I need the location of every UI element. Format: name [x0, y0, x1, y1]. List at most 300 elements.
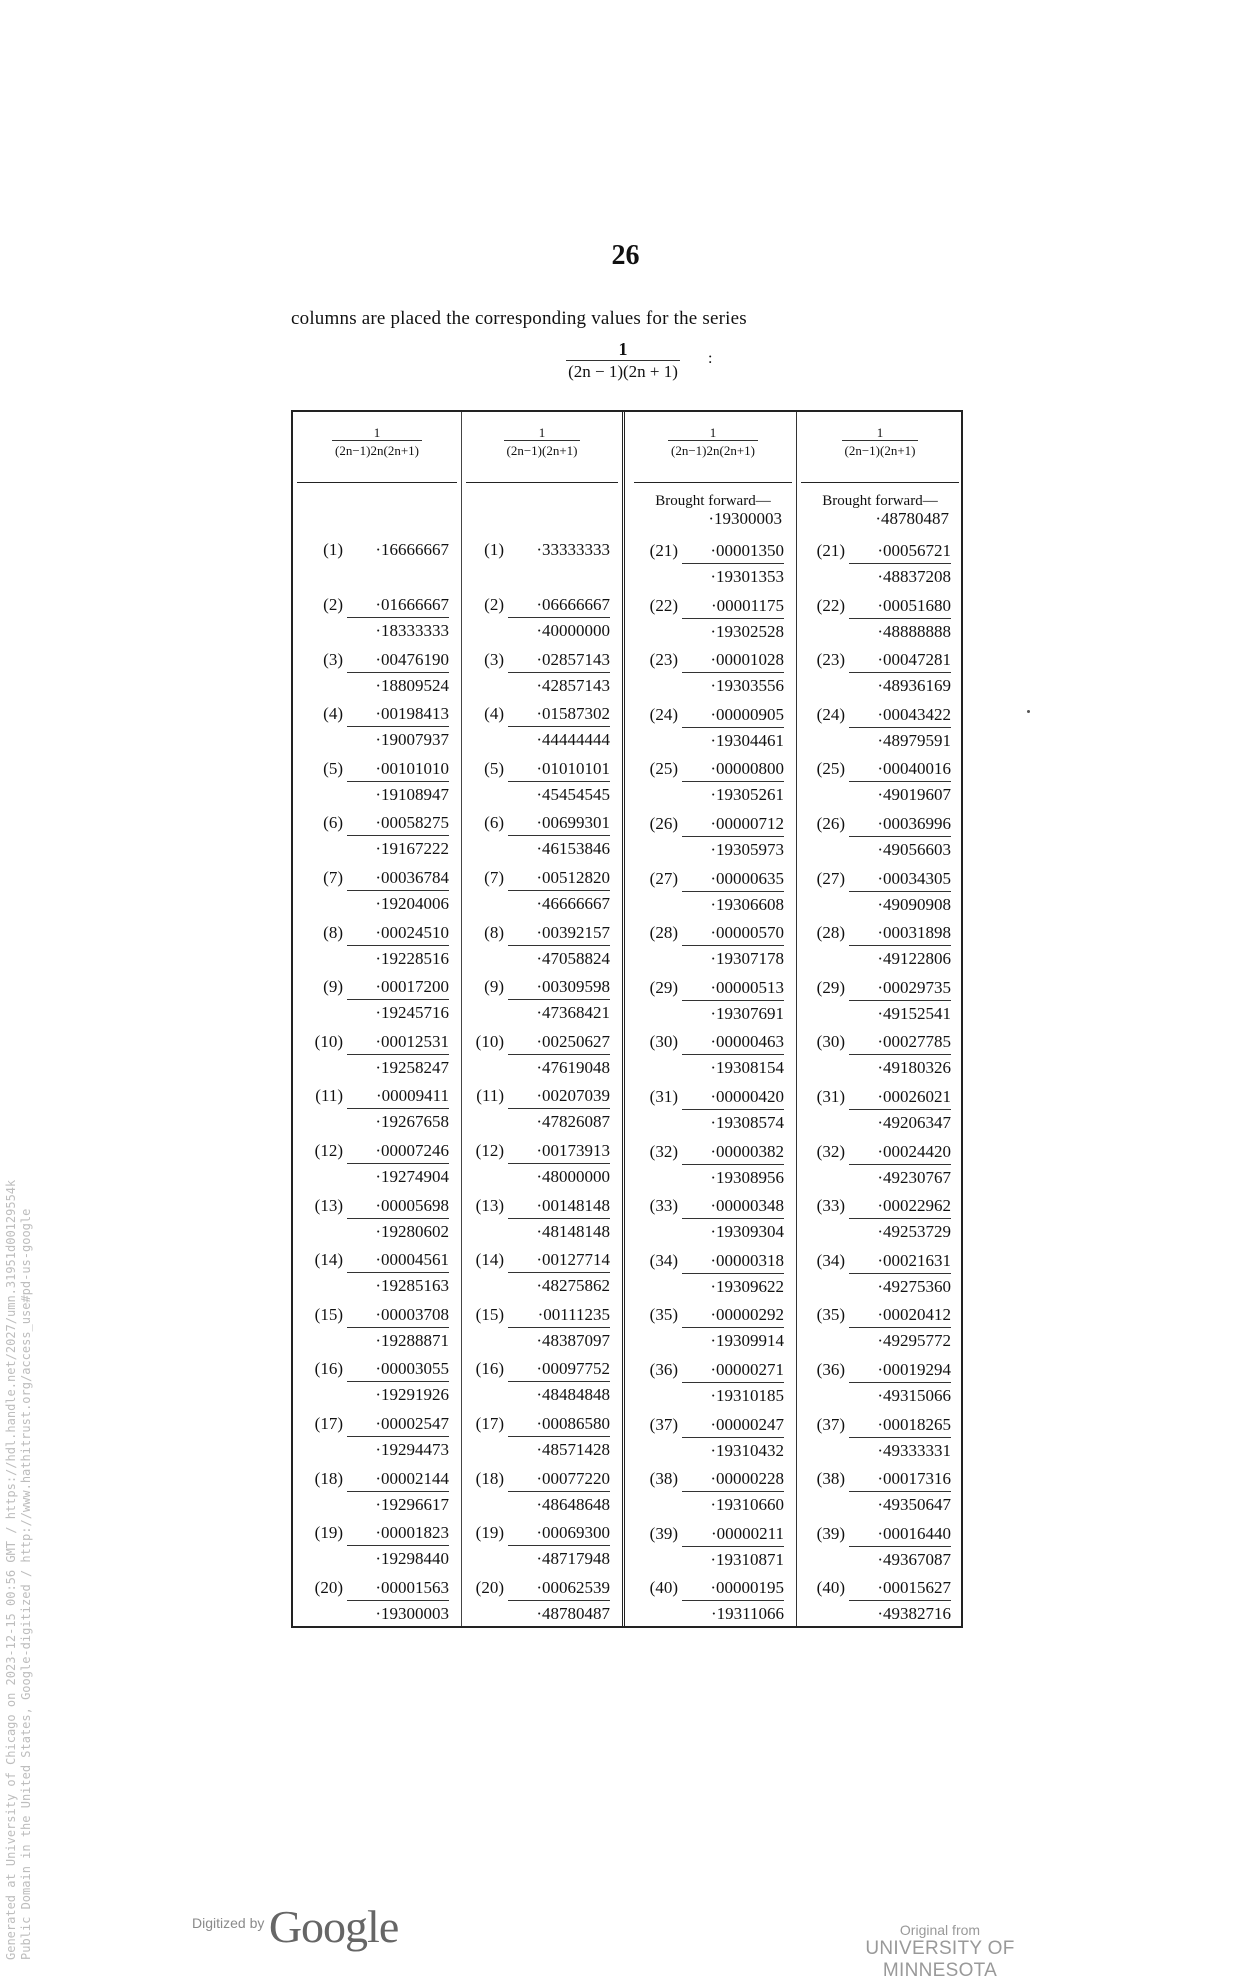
table-column-3 [630, 412, 797, 1626]
running-sum: ·19167222 [375, 839, 449, 859]
term-value: ·00021631 [849, 1249, 951, 1274]
term-index: (9) [484, 977, 504, 997]
table-entry [293, 648, 461, 702]
running-sum: ·48648648 [536, 1494, 610, 1514]
table-entry [797, 1140, 963, 1194]
term-index: (24) [816, 704, 845, 724]
table-entry [462, 1303, 622, 1357]
term-index: (11) [476, 1086, 504, 1106]
table-column-2 [462, 412, 625, 1626]
table-entry [293, 1357, 461, 1411]
term-index: (3) [484, 649, 504, 669]
term-value: ·00097752 [508, 1357, 610, 1382]
term-index: (32) [816, 1141, 845, 1161]
table-entry [462, 1467, 622, 1521]
term-index: (36) [816, 1360, 845, 1379]
running-sum: ·44444444 [536, 730, 610, 750]
running-sum: ·19294473 [375, 1440, 449, 1459]
table-entry [293, 702, 461, 756]
table-entry [462, 1412, 622, 1466]
series-table [291, 410, 963, 1628]
running-sum: ·19311066 [710, 1604, 784, 1624]
table-entry [630, 1030, 796, 1084]
table-entry [797, 757, 963, 811]
running-sum: ·19305261 [710, 785, 784, 805]
term-value: ·00003708 [347, 1303, 449, 1328]
table-entry [462, 1084, 622, 1138]
running-sum: ·49230767 [877, 1167, 951, 1187]
running-sum: ·42857143 [536, 675, 610, 695]
table-entry [293, 1248, 461, 1302]
formula-colon: : [708, 350, 713, 367]
table-entry [797, 976, 963, 1030]
table-entry [797, 812, 963, 866]
table-entry [630, 1303, 796, 1357]
running-sum: ·19300003 [375, 1603, 449, 1623]
header-numerator: 1 [538, 425, 546, 440]
term-value: ·00392157 [508, 921, 610, 946]
term-value: ·00309598 [508, 975, 610, 1000]
table-entry [630, 976, 796, 1030]
term-index: (7) [484, 868, 504, 887]
term-index: (6) [484, 813, 504, 833]
running-sum: ·19288871 [375, 1330, 449, 1350]
table-entry [462, 975, 622, 1029]
term-index: (40) [816, 1578, 845, 1598]
term-index: (13) [314, 1195, 343, 1215]
watermark-line-2: Public Domain in the United States, Google-digitized / http://www.hathitrust.org/access_use#pd-us-google [19, 1208, 33, 1960]
table-entry [462, 866, 622, 920]
term-value: ·00043422 [849, 703, 951, 728]
column-header [466, 412, 618, 483]
running-sum: ·19310185 [710, 1386, 784, 1405]
term-value: ·00036996 [849, 812, 951, 837]
term-index: (17) [314, 1414, 343, 1433]
term-index: (4) [484, 704, 504, 724]
term-value: ·00207039 [508, 1084, 610, 1109]
table-entry [462, 1139, 622, 1193]
table-entry [797, 1467, 963, 1521]
table-entry [293, 1521, 461, 1575]
table-entry [797, 703, 963, 757]
term-value: ·00148148 [508, 1194, 610, 1219]
running-sum: ·49019607 [877, 785, 951, 805]
term-value: ·00173913 [508, 1139, 610, 1164]
running-sum: ·49295772 [877, 1331, 951, 1351]
running-sum: ·19308956 [710, 1167, 784, 1187]
term-value: ·00015627 [849, 1576, 951, 1601]
term-value: ·01010101 [508, 757, 610, 782]
term-value: ·00022962 [849, 1194, 951, 1219]
table-entry [797, 648, 963, 702]
term-value: ·00062539 [508, 1576, 610, 1601]
running-sum: ·19280602 [375, 1221, 449, 1241]
running-sum: ·48936169 [877, 676, 951, 696]
table-entry [797, 1085, 963, 1139]
term-value: ·00018265 [849, 1413, 951, 1438]
term-index: (35) [816, 1305, 845, 1325]
running-sum: ·48275862 [536, 1276, 610, 1296]
table-entry [462, 538, 622, 592]
intro-text: columns are placed the corresponding values for the series [291, 308, 747, 329]
header-denominator: (2n−1)(2n+1) [504, 440, 581, 459]
table-entry [293, 593, 461, 647]
table-entry [797, 921, 963, 975]
formula-denominator: (2n − 1)(2n + 1) [568, 362, 678, 381]
running-sum: ·49090908 [877, 894, 951, 914]
term-value: ·00000228 [682, 1467, 784, 1492]
term-index: (24) [649, 704, 678, 724]
table-entry [462, 593, 622, 647]
table-entry [630, 1249, 796, 1303]
table-entry [630, 921, 796, 975]
term-index: (2) [484, 595, 504, 614]
column-header [634, 412, 792, 483]
table-entry [630, 1522, 796, 1576]
header-denominator: (2n−1)2n(2n+1) [668, 440, 758, 459]
column-header [297, 412, 457, 483]
running-sum: ·47368421 [536, 1003, 610, 1023]
running-sum: ·19108947 [375, 784, 449, 804]
term-index: (8) [484, 922, 504, 942]
term-value: ·00127714 [508, 1248, 610, 1273]
institution-name: UNIVERSITY OF MINNESOTA [865, 1938, 1015, 1981]
table-entry [630, 1413, 796, 1467]
google-logo: Google [268, 1901, 399, 1952]
running-sum: ·19308574 [710, 1113, 784, 1132]
term-index: (29) [649, 977, 678, 997]
running-sum: ·19296617 [375, 1494, 449, 1514]
hathitrust-watermark [4, 1180, 34, 1960]
running-sum: ·19307691 [710, 1003, 784, 1023]
running-sum: ·19258247 [375, 1057, 449, 1077]
term-value: ·00019294 [849, 1358, 951, 1383]
term-index: (31) [816, 1087, 845, 1106]
running-sum: ·19310660 [710, 1495, 784, 1515]
term-index: (32) [649, 1141, 678, 1161]
table-entry [630, 812, 796, 866]
table-entry [797, 594, 963, 648]
running-sum: ·48979591 [877, 730, 951, 750]
term-value: ·00004561 [347, 1248, 449, 1273]
table-entry [462, 1248, 622, 1302]
table-entry [630, 594, 796, 648]
term-value: ·00009411 [347, 1084, 449, 1109]
header-denominator: (2n−1)(2n+1) [842, 440, 919, 459]
term-value: ·00056721 [849, 539, 951, 564]
table-entry [293, 1467, 461, 1521]
table-entry [462, 1194, 622, 1248]
page-number: 26 [611, 240, 640, 271]
term-value: ·00476190 [347, 648, 449, 673]
term-value: ·33333333 [536, 540, 610, 559]
term-value: ·00000195 [682, 1576, 784, 1601]
table-entry [293, 1030, 461, 1084]
table-entry [293, 757, 461, 811]
running-sum: ·19310432 [710, 1440, 784, 1460]
term-index: (20) [475, 1577, 504, 1597]
running-sum: ·49367087 [877, 1549, 951, 1569]
term-index: (30) [816, 1032, 845, 1052]
formula-numerator: 1 [618, 339, 628, 359]
term-value: ·16666667 [375, 540, 449, 559]
term-index: (33) [649, 1196, 678, 1216]
header-denominator: (2n−1)2n(2n+1) [332, 440, 422, 459]
table-entry [293, 1303, 461, 1357]
term-index: (34) [816, 1250, 845, 1270]
running-sum: ·19305973 [710, 840, 784, 859]
table-entry [797, 539, 963, 593]
table-entry [797, 1413, 963, 1467]
running-sum: ·49056603 [877, 840, 951, 859]
term-index: (22) [816, 595, 845, 615]
term-index: (14) [314, 1250, 343, 1270]
brought-forward-value: ·19300003 [708, 509, 782, 528]
running-sum: ·45454545 [536, 784, 610, 804]
term-value: ·00012531 [347, 1030, 449, 1055]
term-value: ·02857143 [508, 648, 610, 673]
running-sum: ·19310871 [710, 1549, 784, 1569]
term-index: (27) [816, 868, 845, 888]
running-sum: ·48837208 [877, 567, 951, 586]
term-index: (12) [314, 1141, 343, 1160]
table-entry [630, 1576, 796, 1630]
table-entry [797, 1303, 963, 1357]
term-index: (29) [816, 977, 845, 997]
term-value: ·00051680 [849, 594, 951, 619]
running-sum: ·19309914 [710, 1331, 784, 1351]
original-from-label: Original from [899, 1922, 981, 1938]
running-sum: ·49382716 [877, 1604, 951, 1624]
term-index: (5) [484, 758, 504, 778]
term-value: ·00058275 [347, 811, 449, 836]
brought-forward-value: ·48780487 [875, 509, 949, 528]
term-index: (11) [315, 1086, 343, 1106]
brought-forward-label: Brought forward— [655, 493, 771, 509]
term-index: (20) [314, 1577, 343, 1597]
running-sum: ·19267658 [375, 1112, 449, 1132]
table-entry [630, 757, 796, 811]
term-index: (26) [649, 814, 678, 833]
term-index: (38) [649, 1469, 678, 1489]
term-value: ·00016440 [849, 1522, 951, 1547]
running-sum: ·47058824 [536, 948, 610, 968]
table-entry [293, 1576, 461, 1630]
term-index: (37) [649, 1414, 678, 1434]
term-value: ·00111235 [508, 1303, 610, 1328]
term-index: (16) [314, 1359, 343, 1379]
term-index: (39) [816, 1523, 845, 1543]
term-index: (13) [475, 1195, 504, 1215]
table-entry [293, 866, 461, 920]
term-index: (1) [323, 540, 343, 559]
running-sum: ·49180326 [877, 1058, 951, 1078]
brought-forward-label: Brought forward— [822, 493, 938, 509]
table-entry [797, 1030, 963, 1084]
term-value: ·00029735 [849, 976, 951, 1001]
term-value: ·00024510 [347, 921, 449, 946]
running-sum: ·19228516 [375, 948, 449, 968]
watermark-line-1: Generated at University of Chicago on 2023-12-15 00:56 GMT / https://hdl.handle.net/2027/umn.31951d00129554k [4, 1179, 18, 1960]
term-value: ·00034305 [849, 867, 951, 892]
term-index: (2) [323, 595, 343, 614]
header-numerator: 1 [876, 425, 884, 440]
table-entry [630, 1467, 796, 1521]
table-entry [630, 1358, 796, 1412]
table-entry [462, 648, 622, 702]
table-entry [462, 811, 622, 865]
term-value: ·00017316 [849, 1467, 951, 1492]
term-index: (19) [475, 1523, 504, 1543]
column-header [801, 412, 959, 483]
term-value: ·00001028 [682, 648, 784, 673]
term-index: (35) [649, 1305, 678, 1325]
table-entry [797, 1358, 963, 1412]
term-index: (3) [323, 649, 343, 669]
term-index: (6) [323, 813, 343, 833]
term-index: (14) [475, 1250, 504, 1270]
table-entry [630, 867, 796, 921]
term-index: (15) [314, 1304, 343, 1324]
running-sum: ·49206347 [877, 1113, 951, 1132]
table-entry [630, 539, 796, 593]
table-entry [630, 1140, 796, 1194]
running-sum: ·48148148 [536, 1221, 610, 1241]
table-entry [293, 1084, 461, 1138]
table-entry [797, 1576, 963, 1630]
running-sum: ·48717948 [536, 1549, 610, 1569]
term-value: ·00086580 [508, 1412, 610, 1437]
running-sum: ·46153846 [536, 839, 610, 859]
term-value: ·00000382 [682, 1140, 784, 1165]
original-from [810, 1922, 1070, 1982]
table-entry [797, 1522, 963, 1576]
term-index: (8) [323, 922, 343, 942]
running-sum: ·48484848 [536, 1385, 610, 1405]
term-index: (21) [649, 541, 678, 560]
term-index: (27) [649, 868, 678, 888]
table-entry [797, 1194, 963, 1248]
running-sum: ·49152541 [877, 1003, 951, 1023]
table-column-1 [293, 412, 462, 1626]
running-sum: ·48387097 [536, 1330, 610, 1350]
term-index: (37) [816, 1414, 845, 1434]
term-value: ·00000513 [682, 976, 784, 1001]
running-sum: ·49333331 [877, 1440, 951, 1460]
term-value: ·00000318 [682, 1249, 784, 1274]
term-value: ·00002144 [347, 1467, 449, 1492]
term-value: ·00000570 [682, 921, 784, 946]
term-value: ·00101010 [347, 757, 449, 782]
term-value: ·00017200 [347, 975, 449, 1000]
term-index: (25) [649, 759, 678, 779]
term-value: ·00000348 [682, 1194, 784, 1219]
table-entry [293, 538, 461, 592]
running-sum: ·49122806 [877, 949, 951, 969]
table-column-4 [797, 412, 963, 1626]
term-value: ·00000292 [682, 1303, 784, 1328]
running-sum: ·19309622 [710, 1276, 784, 1296]
table-entry [797, 1249, 963, 1303]
running-sum: ·19303556 [710, 676, 784, 696]
running-sum: ·19245716 [375, 1003, 449, 1023]
term-index: (30) [649, 1032, 678, 1052]
term-index: (28) [649, 923, 678, 943]
running-sum: ·49315066 [877, 1386, 951, 1405]
running-sum: ·19298440 [375, 1549, 449, 1569]
header-numerator: 1 [373, 425, 381, 440]
term-value: ·00000800 [682, 757, 784, 782]
table-entry [462, 702, 622, 756]
table-entry [462, 1030, 622, 1084]
term-value: ·00000635 [682, 867, 784, 892]
running-sum: ·19304461 [710, 730, 784, 750]
term-index: (1) [484, 540, 504, 559]
brought-forward [630, 492, 796, 528]
table-entry [293, 1139, 461, 1193]
term-value: ·00000905 [682, 703, 784, 728]
running-sum: ·19301353 [710, 567, 784, 586]
term-index: (26) [816, 814, 845, 833]
term-index: (36) [649, 1360, 678, 1379]
term-index: (22) [649, 595, 678, 615]
term-value: ·00077220 [508, 1467, 610, 1492]
term-value: ·00001175 [682, 594, 784, 619]
table-entry [293, 1194, 461, 1248]
running-sum: ·19291926 [375, 1385, 449, 1405]
term-value: ·00036784 [347, 866, 449, 891]
running-sum: ·49350647 [877, 1495, 951, 1515]
table-entry [630, 1085, 796, 1139]
term-index: (28) [816, 923, 845, 943]
term-value: ·00250627 [508, 1030, 610, 1055]
term-value: ·00001823 [347, 1521, 449, 1546]
running-sum: ·47826087 [536, 1112, 610, 1132]
term-value: ·00001350 [682, 539, 784, 564]
running-sum: ·19285163 [375, 1276, 449, 1296]
term-value: ·00000271 [682, 1358, 784, 1383]
table-entry [797, 867, 963, 921]
term-index: (21) [816, 541, 845, 560]
series-formula [548, 338, 713, 383]
term-index: (16) [475, 1359, 504, 1379]
running-sum: ·48571428 [536, 1440, 610, 1459]
term-index: (39) [649, 1523, 678, 1543]
term-index: (15) [475, 1304, 504, 1324]
term-value: ·00007246 [347, 1139, 449, 1164]
header-numerator: 1 [709, 425, 717, 440]
table-entry [630, 1194, 796, 1248]
running-sum: ·19307178 [710, 949, 784, 969]
running-sum: ·19274904 [375, 1167, 449, 1186]
running-sum: ·19309304 [710, 1222, 784, 1242]
running-sum: ·19204006 [375, 894, 449, 913]
table-entry [630, 648, 796, 702]
term-value: ·00699301 [508, 811, 610, 836]
table-entry [630, 703, 796, 757]
term-index: (34) [649, 1250, 678, 1270]
term-value: ·00001563 [347, 1576, 449, 1601]
running-sum: ·47619048 [536, 1057, 610, 1077]
digitized-by-google [192, 1900, 398, 1953]
term-value: ·00003055 [347, 1357, 449, 1382]
table-entry [462, 921, 622, 975]
term-index: (23) [649, 650, 678, 670]
term-index: (25) [816, 759, 845, 779]
term-value: ·00026021 [849, 1085, 951, 1110]
running-sum: ·18333333 [375, 621, 449, 640]
table-entry [293, 1412, 461, 1466]
